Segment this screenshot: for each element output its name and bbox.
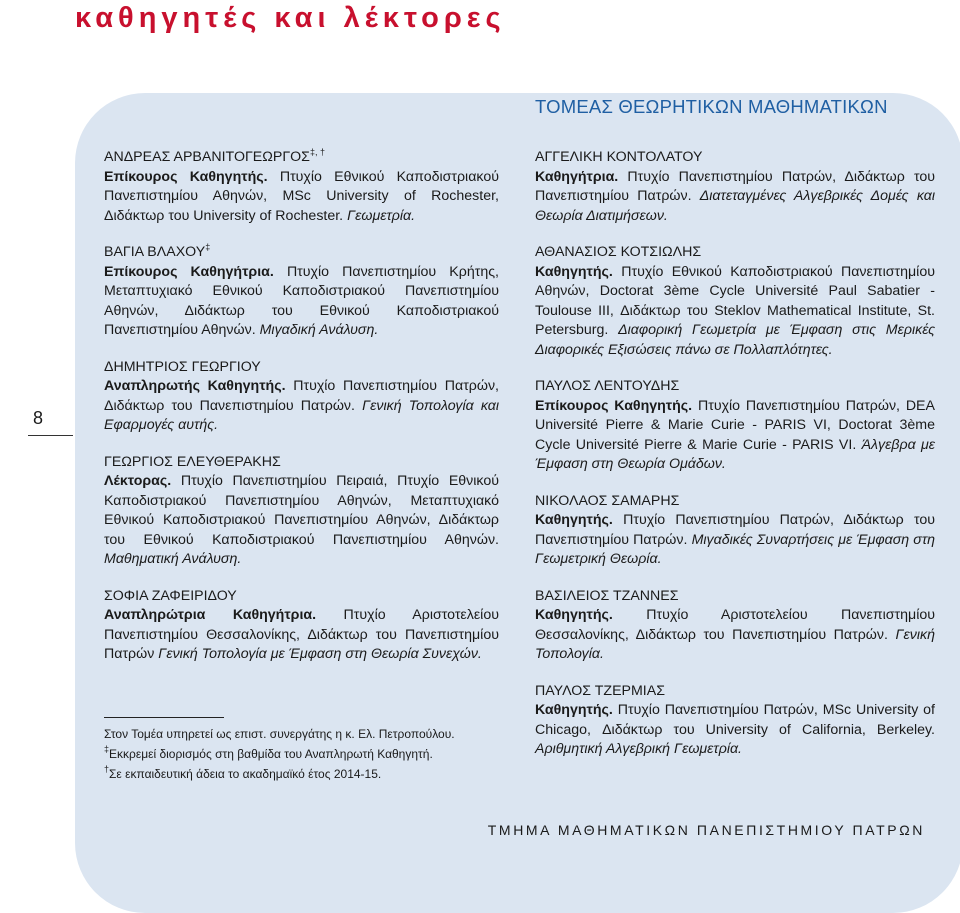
faculty-entry xyxy=(535,377,935,475)
faculty-education: Πτυχίο Πανεπιστημίου Πατρών, Διδάκτωρ του Πανεπιστημίου Πατρών. xyxy=(535,168,935,204)
faculty-entry xyxy=(104,243,499,341)
faculty-name: ΒΑΓΙΑ ΒΛΑΧΟΥ‡ xyxy=(104,242,211,260)
faculty-field: Διατεταγμένες Αλγεβρικές Δομές και Θεωρία Διατιμήσεων. xyxy=(535,188,935,224)
faculty-education: Πτυχίο Πανεπιστημίου Κρήτης, Μεταπτυχιακό Εθνικού Καποδιστριακού Πανεπιστημίου Αθηνών, Διδάκτωρ του Εθνικού Καποδιστριακού Πανεπιστημίου Αθηνών. xyxy=(104,263,499,338)
footnote-mark: ‡, † xyxy=(309,147,325,157)
faculty-field: Άλγεβρα με Έμφαση στη Θεωρία Ομάδων. xyxy=(535,436,935,472)
faculty-name: ΔΗΜΗΤΡΙΟΣ ΓΕΩΡΓΙΟΥ xyxy=(104,358,261,375)
footnotes xyxy=(104,724,455,784)
faculty-field: Μαθηματική Ανάλυση. xyxy=(104,551,242,567)
faculty-entry xyxy=(104,358,499,436)
faculty-education: Πτυχίο Πανεπιστημίου Πατρών, MSc University of Chicago, Διδάκτωρ του University of California, Berkeley. xyxy=(535,702,935,738)
faculty-role: Επίκουρος Καθηγήτρια. xyxy=(104,263,274,280)
faculty-name: ΑΓΓΕΛΙΚΗ ΚΟΝΤΟΛΑΤΟΥ xyxy=(535,149,703,165)
faculty-entry xyxy=(104,453,499,570)
faculty-field: Μιγαδικές Συναρτήσεις με Έμφαση στη Γεωμετρική Θεωρία. xyxy=(535,531,936,567)
footnote: Στον Τομέα υπηρετεί ως επιστ. συνεργάτης η κ. Ελ. Πετροπούλου. xyxy=(104,727,455,741)
page-number-rule xyxy=(28,435,73,436)
faculty-education: Πτυχίο Πανεπιστημίου Πειραιά, Πτυχίο Εθνικού Καποδιστριακού Πανεπιστημίου Αθηνών, Μεταπτυχιακό Εθνικού Καποδιστριακού Πανεπιστημίου Αθηνών, Διδάκτωρ του Εθνικού Καποδιστριακού Πανεπιστημίου Αθηνών. xyxy=(104,473,499,548)
faculty-field: Μιγαδική Ανάλυση. xyxy=(259,322,379,338)
faculty-role: Αναπληρωτής Καθηγητής. xyxy=(104,378,286,394)
page-number: 8 xyxy=(33,408,44,428)
faculty-role: Επίκουρος Καθηγητής. xyxy=(535,397,693,414)
footnote: †Σε εκπαιδευτική άδεια το ακαδημαϊκό έτος 2014-15. xyxy=(104,764,382,781)
faculty-education: Πτυχίο Πανεπιστημίου Πατρών, DEA Université Pierre & Marie Curie - PARIS VI, Doctorat 3ème Cycle Université Pierre & Marie Curie - PARIS VI. xyxy=(535,397,935,453)
faculty-field: Αριθμητική Αλγεβρική Γεωμετρία. xyxy=(535,741,742,757)
faculty-role: Επίκουρος Καθηγητής. xyxy=(104,168,268,185)
faculty-role: Καθηγητής. xyxy=(535,512,613,528)
faculty-entry xyxy=(535,148,935,226)
page-title: καθηγητές και λέκτορες xyxy=(75,2,506,34)
faculty-name: ΓΕΩΡΓΙΟΣ ΕΛΕΥΘΕΡΑΚΗΣ xyxy=(104,453,281,470)
faculty-entry xyxy=(535,492,935,570)
faculty-role: Καθηγητής. xyxy=(535,702,613,718)
faculty-name: ΑΝΔΡΕΑΣ ΑΡΒΑΝΙΤΟΓΕΩΡΓΟΣ‡, † xyxy=(104,147,325,165)
faculty-name: ΒΑΣΙΛΕΙΟΣ ΤΖΑΝΝΕΣ xyxy=(535,587,679,604)
faculty-role: Καθηγητής. xyxy=(535,607,613,623)
faculty-entry xyxy=(535,587,935,665)
faculty-role: Καθηγητής. xyxy=(535,263,613,280)
faculty-education: Πτυχίο Πανεπιστημίου Πατρών, Διδάκτωρ του Πανεπιστημίου Πατρών. xyxy=(104,378,499,414)
faculty-field: Γενική Τοπολογία. xyxy=(535,626,935,662)
faculty-name: ΠΑΥΛΟΣ ΤΖΕΡΜΙΑΣ xyxy=(535,682,665,699)
footnote: ‡Εκκρεμεί διορισμός στη βαθμίδα του Αναπληρωτή Καθηγητή. xyxy=(104,744,433,761)
section-heading: ΤΟΜΕΑΣ ΘΕΩΡΗΤΙΚΩΝ ΜΑΘΗΜΑΤΙΚΩΝ xyxy=(535,96,888,117)
faculty-field: Γεωμετρία. xyxy=(347,207,416,224)
faculty-entry xyxy=(535,243,935,360)
faculty-field: Γενική Τοπολογία με Έμφαση στη Θεωρία Συνεχών. xyxy=(158,646,482,662)
faculty-education: Πτυχίο Αριστοτελείου Πανεπιστημίου Θεσσαλονίκης, Διδάκτωρ του Πανεπιστημίου Πατρών xyxy=(104,607,499,662)
faculty-entry xyxy=(104,148,499,226)
faculty-entry xyxy=(104,587,499,665)
faculty-education: Πτυχίο Αριστοτελείου Πανεπιστημίου Θεσσαλονίκης, Διδάκτωρ του Πανεπιστημίου Πατρών. xyxy=(535,607,935,643)
faculty-education: Πτυχίο Πανεπιστημίου Πατρών, Διδάκτωρ του Πανεπιστημίου Πατρών. xyxy=(535,512,935,548)
faculty-field: Διαφορική Γεωμετρία με Έμφαση στις Μερικές Διαφορικές Εξισώσεις πάνω σε Πολλαπλότητες. xyxy=(535,322,935,358)
faculty-name: ΝΙΚΟΛΑΟΣ ΣΑΜΑΡΗΣ xyxy=(535,492,680,509)
footnote-mark: ‡ xyxy=(205,242,211,252)
faculty-entry xyxy=(535,682,935,760)
faculty-field: Γενική Τοπολογία και Εφαρμογές αυτής. xyxy=(104,397,499,433)
faculty-name: ΑΘΑΝΑΣΙΟΣ ΚΟΤΣΙΩΛΗΣ xyxy=(535,244,702,260)
faculty-name: ΠΑΥΛΟΣ ΛΕΝΤΟΥΔΗΣ xyxy=(535,378,680,394)
faculty-name: ΣΟΦΙΑ ΖΑΦΕΙΡΙΔΟΥ xyxy=(104,587,237,604)
footer-department: ΤΜΗΜΑ ΜΑΘΗΜΑΤΙΚΩΝ ΠΑΝΕΠΙΣΤΗΜΙΟΥ ΠΑΤΡΩΝ xyxy=(487,822,925,838)
faculty-list-right xyxy=(535,148,935,777)
faculty-role: Λέκτορας. xyxy=(104,473,172,489)
faculty-education: Πτυχίο Εθνικού Καποδιστριακού Πανεπιστημίου Αθηνών, Doctorat 3ème Cycle Université Paul Sabatier - Toulouse III, Διδάκτωρ του Steklov Mathematical Institute, St. Petersburg. xyxy=(535,263,935,338)
footnote-rule xyxy=(104,717,224,718)
faculty-education: Πτυχίο Εθνικού Καποδιστριακού Πανεπιστημίου Αθηνών, MSc University of Rochester, Διδάκτωρ του University of Rochester. xyxy=(104,168,499,224)
faculty-role: Καθηγήτρια. xyxy=(535,168,619,185)
faculty-role: Αναπληρώτρια Καθηγήτρια. xyxy=(104,607,317,623)
faculty-list-left xyxy=(104,148,499,682)
